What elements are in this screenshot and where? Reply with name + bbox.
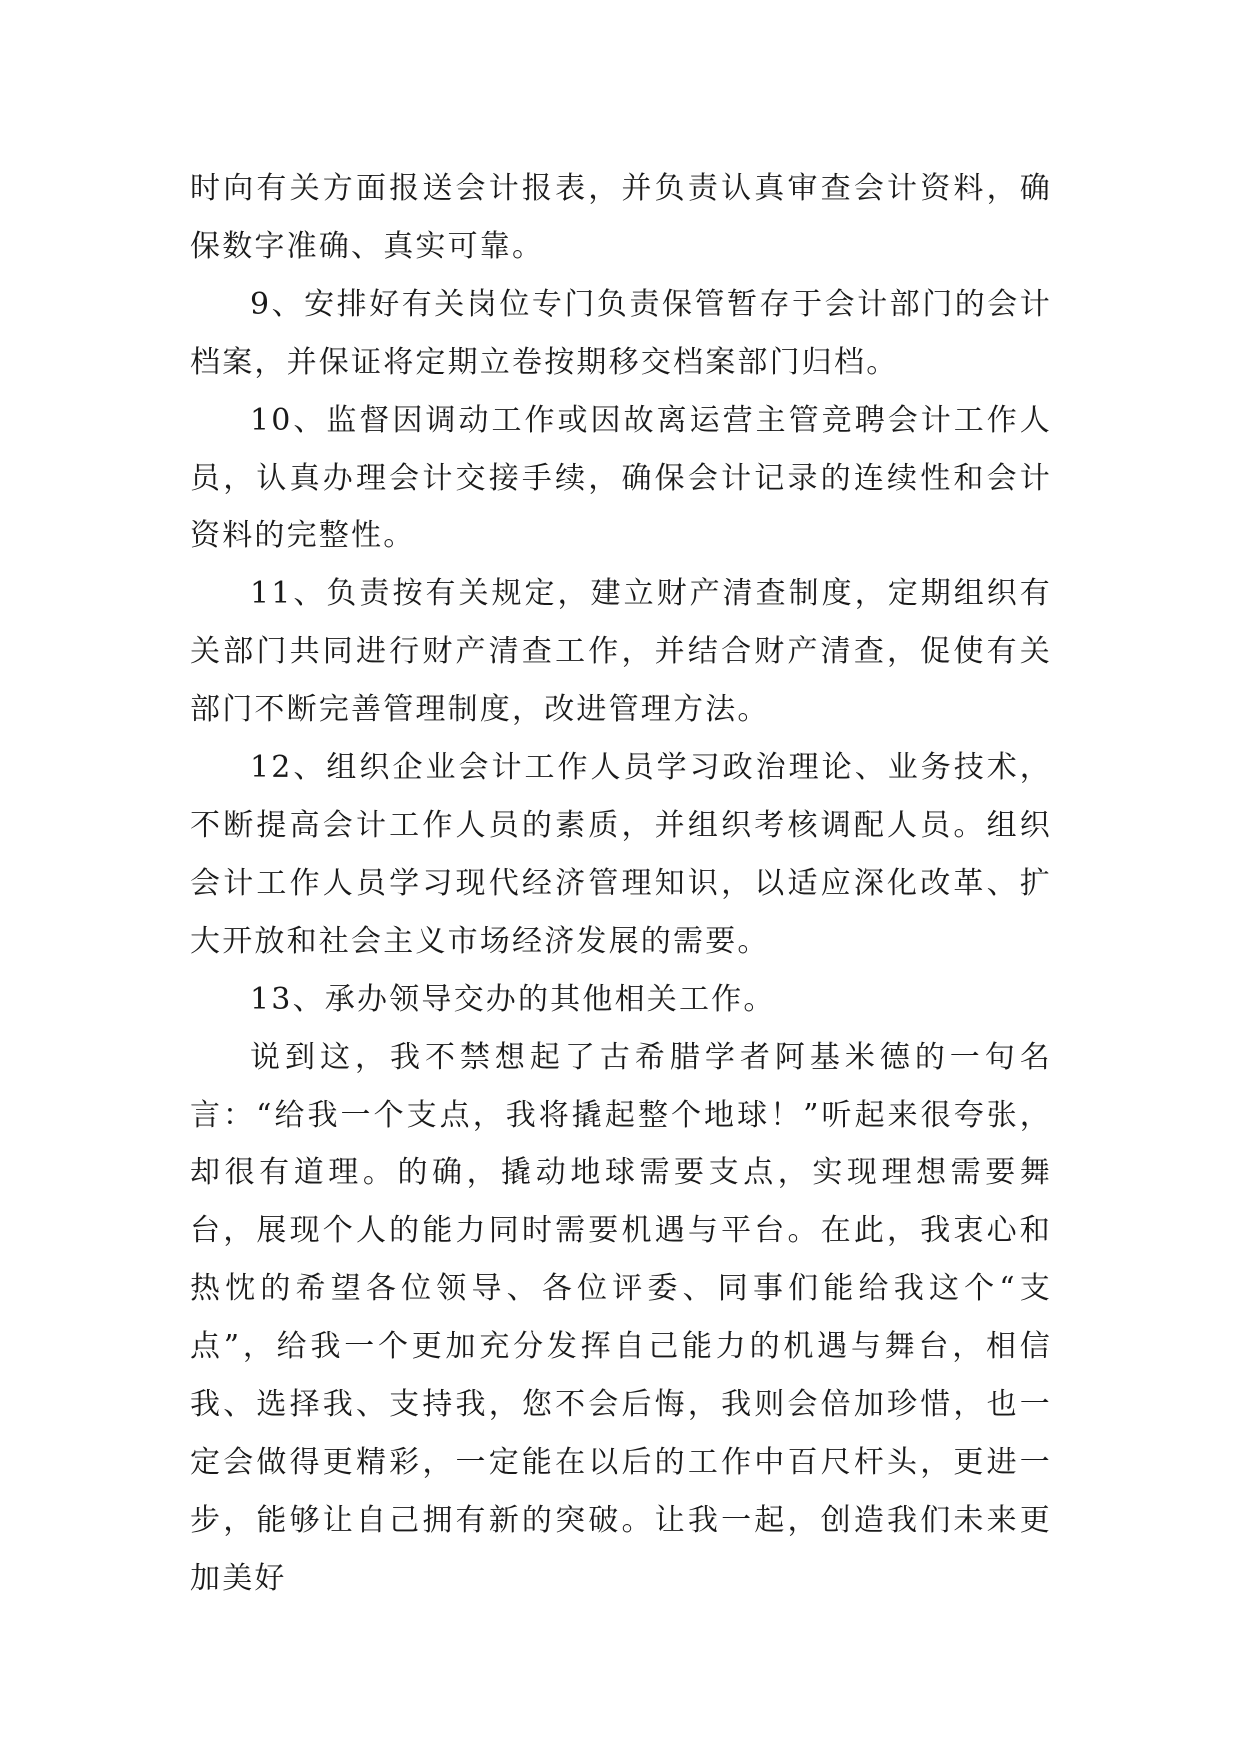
paragraph-continuation: 时向有关方面报送会计报表，并负责认真审查会计资料，确保数字准确、真实可靠。 xyxy=(190,171,1052,264)
paragraph-item-11: 11、负责按有关规定，建立财产清查制度，定期组织有关部门共同进行财产清查工作，并结合财产清查，促使有关部门不断完善管理制度，改进管理方法。 xyxy=(190,576,1052,728)
paragraph-item-9: 9、安排好有关岗位专门负责保管暂存于会计部门的会计档案，并保证将定期立卷按期移交档案部门归档。 xyxy=(190,286,1052,380)
paragraph-item-13: 13、承办领导交办的其他相关工作。 xyxy=(250,981,776,1017)
paragraph-closing: 说到这，我不禁想起了古希腊学者阿基米德的一句名言：“给我一个支点，我将撬起整个地球！”听起来很夸张，却很有道理。的确，撬动地球需要支点，实现理想需要舞台，展现个人的能力同时需要机遇与平台。在此，我衷心和热忱的希望各位领导、各位评委、同事们能给我这个“支点”，给我一个更加充分发挥自己能力的机遇与舞台，相信我、选择我、支持我，您不会后悔，我则会倍加珍惜，也一定会做得更精彩，一定能在以后的工作中百尺杆头，更进一步，能够让自己拥有新的突破。让我一起，创造我们未来更加美好 xyxy=(190,1039,1052,1596)
paragraph-item-12: 12、组织企业会计工作人员学习政治理论、业务技术，不断提高会计工作人员的素质，并组织考核调配人员。组织会计工作人员学习现代经济管理知识，以适应深化改革、扩大开放和社会主义市场经济发展的需要。 xyxy=(190,750,1052,959)
paragraph-item-10: 10、监督因调动工作或因故离运营主管竞聘会计工作人员，认真办理会计交接手续，确保会计记录的连续性和会计资料的完整性。 xyxy=(190,402,1052,554)
document-body xyxy=(190,160,1052,1608)
